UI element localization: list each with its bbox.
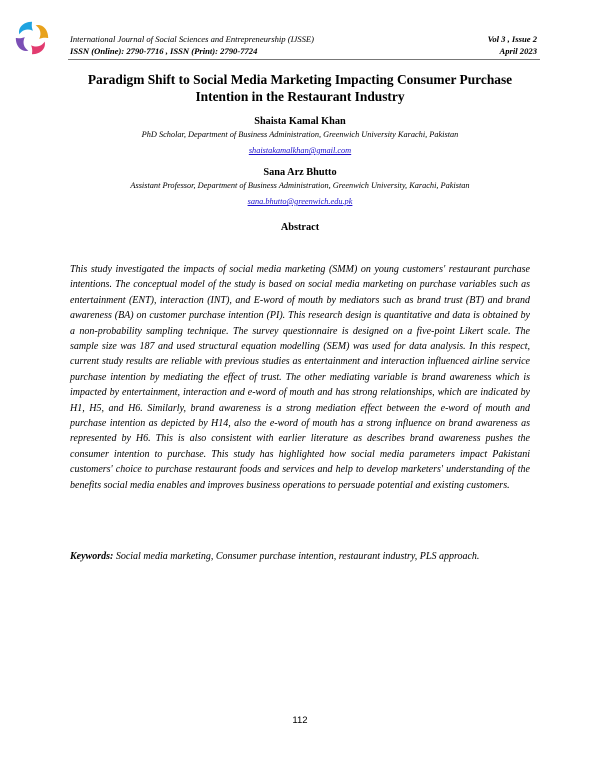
- journal-header-right: [488, 33, 537, 57]
- journal-name: International Journal of Social Sciences and Entrepreneurship (IJSSE): [70, 34, 314, 44]
- author-block: [0, 166, 600, 209]
- author-email-link[interactable]: sana.bhutto@greenwich.edu.pk: [247, 197, 353, 206]
- logo-swirl-purple: [16, 37, 29, 51]
- issn-line: ISSN (Online): 2790-7716 , ISSN (Print): 2790-7724: [70, 46, 258, 56]
- journal-logo: [14, 20, 50, 56]
- keywords-label: Keywords:: [70, 551, 114, 562]
- keywords: [70, 549, 530, 564]
- author-block: [0, 115, 600, 158]
- author-affiliation: PhD Scholar, Department of Business Administration, Greenwich University Karachi, Pakistan: [141, 130, 459, 139]
- author-affiliation: Assistant Professor, Department of Business Administration, Greenwich University, Karachi, Pakistan: [130, 181, 470, 190]
- author-name: Shaista Kamal Khan: [254, 116, 346, 127]
- header-divider: [68, 59, 540, 60]
- journal-header-left: [70, 33, 314, 57]
- paper-title: Paradigm Shift to Social Media Marketing Impacting Consumer Purchase Intention in the Restaurant Industry: [87, 72, 513, 104]
- logo-swirl-orange: [36, 25, 49, 39]
- author-email-link[interactable]: shaistakamalkhan@gmail.com: [248, 146, 352, 155]
- issue-date: April 2023: [499, 46, 537, 56]
- abstract-heading: Abstract: [280, 222, 320, 233]
- page-number: 112: [292, 715, 308, 726]
- author-name: Sana Arz Bhutto: [263, 167, 337, 178]
- logo-swirl-pink: [31, 42, 45, 55]
- keywords-text: Social media marketing, Consumer purchase intention, restaurant industry, PLS approach.: [115, 551, 480, 562]
- abstract-text: This study investigated the impacts of social media marketing (SMM) on young customers' restaurant purchase intentions. The conceptual model of the study is based on social media marketing on purchase variables such as entertainment (ENT), interaction (INT), and E-word of mouth by mediators such as brand trust (BT) and brand awareness (BA) on customer purchase intention (PI). This research design is quantitative and data is obtained by a non-probability sampling technique. The survey questionnaire is designed on a five-point Likert scale. The sample size was 187 and used structural equation modelling (SEM) was used for data analysis. In this respect, current study results are reliable with previous studies as entertainment and interaction influenced airline service purchase intention by mediating the effect of trust. The other mediating variable is brand awareness which is impacted by entertainment, interaction and e-word of mouth and has strong relationships, which are indicated by H1, H5, and H6. Similarly, brand awareness is a strong mediation effect between the e-word of mouth and purchase intention as depicted by H14, also the e-word of mouth has a strong influence on brand awareness as represented by H6. This is also consistent with earlier literature as describes brand awareness pushes the consumer intention to purchase. This study has highlighted how social media parameters impact Pakistani customers' choice to purchase restaurant foods and services and help to develop marketers' understanding of the benefits social media enables and improves business operations to persuade potential and existing customers.: [70, 264, 530, 491]
- volume-issue: Vol 3 , Issue 2: [487, 34, 537, 44]
- logo-swirl-blue: [19, 22, 33, 35]
